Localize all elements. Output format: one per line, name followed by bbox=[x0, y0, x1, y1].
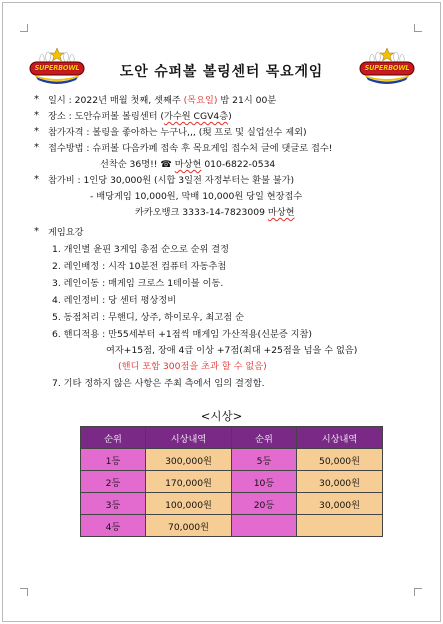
awards-title: <시상> bbox=[200, 409, 243, 423]
rule-item: 4. 레인정비 : 당 센터 평상정비 bbox=[52, 295, 177, 306]
prize-cell: 50,000원 bbox=[297, 449, 383, 471]
rank-cell-empty bbox=[232, 515, 297, 537]
info-apply: 접수방법 : 슈퍼볼 다음카페 접속 후 목요게임 접수처 글에 댓글로 접수! bbox=[48, 143, 333, 154]
prize-cell: 30,000원 bbox=[297, 471, 383, 493]
handicap-note: (핸디 포함 300점을 초과 할 수 없음) bbox=[118, 361, 267, 372]
prize-cell-empty bbox=[297, 515, 383, 537]
rule-item: 3. 레인이동 : 매게임 크로스 1테이블 이동. bbox=[52, 278, 224, 289]
rule-item: 5. 동점처리 : 무핸디, 상주, 하이로우, 최고점 순 bbox=[52, 312, 244, 323]
info-apply-note: 선착순 36명!! ☎ 마상현 010-6822-0534 bbox=[100, 159, 276, 170]
prize-cell: 70,000원 bbox=[146, 515, 232, 537]
rank-cell: 20등 bbox=[232, 493, 297, 515]
bullet: * bbox=[34, 94, 39, 105]
awards-table bbox=[80, 426, 383, 537]
rank-cell: 2등 bbox=[81, 471, 146, 493]
info-place: 장소 : 도안슈퍼볼 볼링센터 (가수원 CGV4층) bbox=[48, 111, 232, 122]
table-row bbox=[81, 449, 383, 471]
bullet: * bbox=[34, 142, 39, 153]
table-header-row bbox=[81, 427, 383, 449]
prize-cell: 30,000원 bbox=[297, 493, 383, 515]
header-prize: 시상내역 bbox=[297, 427, 383, 449]
prize-cell: 170,000원 bbox=[146, 471, 232, 493]
header-rank: 순위 bbox=[81, 427, 146, 449]
rank-cell: 3등 bbox=[81, 493, 146, 515]
info-date: 일시 : 2022년 매월 첫째, 셋째주 (목요일) 밤 21시 00분 bbox=[48, 95, 277, 106]
rule-item: 1. 개인별 윤핀 3게임 총점 순으로 순위 결정 bbox=[52, 244, 230, 255]
bullet: * bbox=[34, 226, 39, 237]
handicap-women: 여자+15점, 장애 4급 이상 +7점(최대 +25점을 넘을 수 없음) bbox=[106, 345, 358, 356]
rank-cell: 1등 bbox=[81, 449, 146, 471]
info-bank: 카카오뱅크 3333-14-7823009 마상현 bbox=[135, 207, 295, 218]
crop-mark-top-left bbox=[20, 24, 28, 32]
info-fee-detail: - 배당게임 10,000원, 막배 10,000원 당일 현장접수 bbox=[90, 191, 303, 202]
rule-item: 6. 핸디적용 : 만55세부터 +1점씩 매게임 가산적용(신분증 지참) bbox=[52, 329, 312, 340]
rank-cell: 10등 bbox=[232, 471, 297, 493]
header-prize: 시상내역 bbox=[146, 427, 232, 449]
table-row bbox=[81, 493, 383, 515]
prize-cell: 100,000원 bbox=[146, 493, 232, 515]
crop-mark-top-right bbox=[414, 24, 422, 32]
crop-mark-bottom-left bbox=[20, 588, 28, 596]
bullet: * bbox=[34, 126, 39, 137]
rule-item: 7. 기타 정하지 않은 사항은 주최 측에서 임의 결정함. bbox=[52, 378, 265, 389]
weekday-highlight: (목요일) bbox=[183, 95, 218, 106]
info-fee: 참가비 : 1인당 30,000원 (시합 3일전 자정부터는 환불 불가) bbox=[48, 175, 295, 186]
bullet: * bbox=[34, 174, 39, 185]
logo-text: SUPERBOWL bbox=[34, 64, 80, 72]
page-title: 도안 슈퍼볼 볼링센터 목요게임 bbox=[119, 64, 324, 80]
logo-text: SUPERBOWL bbox=[364, 64, 410, 72]
info-eligibility: 참가자격 : 볼링을 좋아하는 누구나,,, (現 프로 및 실업선수 제외) bbox=[48, 127, 307, 138]
rules-heading: 게임요강 bbox=[48, 227, 84, 238]
rule-item: 2. 레인배정 : 시작 10분전 컴퓨터 자동추첨 bbox=[52, 261, 227, 272]
prize-cell: 300,000원 bbox=[146, 449, 232, 471]
bullet: * bbox=[34, 110, 39, 121]
crop-mark-bottom-right bbox=[414, 588, 422, 596]
table-row bbox=[81, 515, 383, 537]
header-rank: 순위 bbox=[232, 427, 297, 449]
rank-cell: 5등 bbox=[232, 449, 297, 471]
table-row bbox=[81, 471, 383, 493]
rank-cell: 4등 bbox=[81, 515, 146, 537]
